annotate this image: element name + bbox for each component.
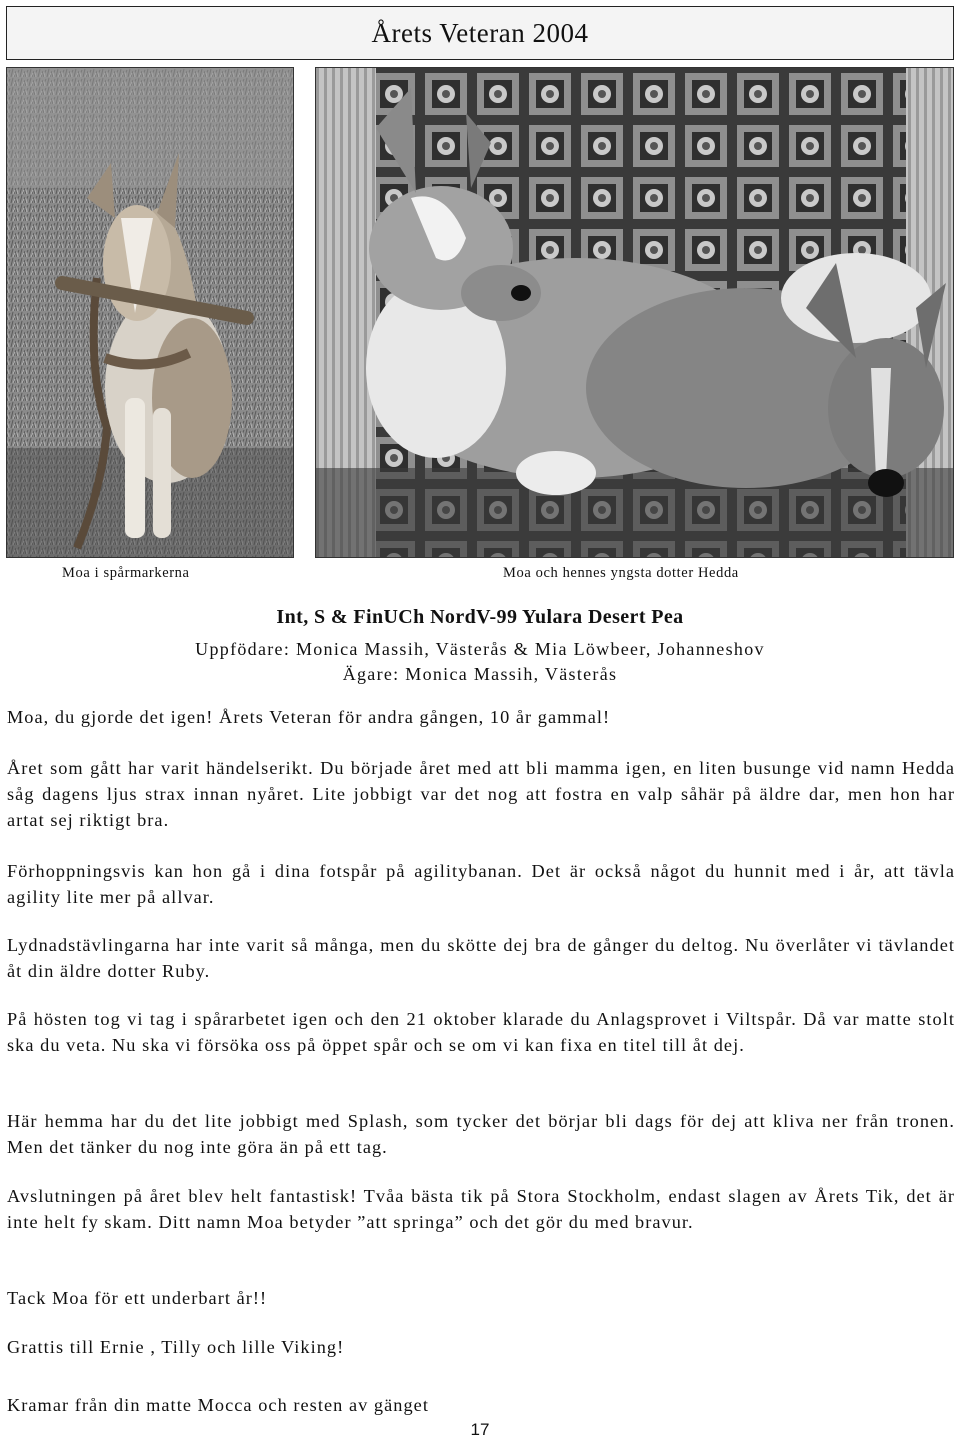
- page-header: [6, 6, 954, 60]
- paragraph-signoff: Kramar från din matte Mocca och resten av gänget: [7, 1395, 429, 1415]
- dog-photo-left: [6, 67, 294, 558]
- paragraph-ending: Avslutningen på året blev helt fantastisk! Tvåa bästa tik på Stora Stockholm, endast slagen av Årets Tik, det är inte helt fy skam. Ditt namn Moa betyder ”att springa” och det gör du med bravur.: [7, 1186, 955, 1232]
- page-title: Årets Veteran 2004: [371, 17, 589, 48]
- paragraph-year: Året som gått har varit händelserikt. Du började året med att bli mamma igen, en liten busunge vid namn Hedda såg dagens ljus strax innan nyåret. Lite jobbigt var det nog att fostra en valp såhär på äldre dar, men hon har artat sej riktigt bra.: [7, 758, 955, 830]
- paragraph-tracking: På hösten tog vi tag i spårarbetet igen och den 21 oktober klarade du Anlagsprovet i Viltspår. Då var matte stolt ska du veta. Nu ska vi försöka oss på öppet spår och se om vi kan fixa en titel till åt dej.: [7, 1009, 955, 1055]
- paragraph-obedience: Lydnadstävlingarna har inte varit så många, men du skötte dej bra de gånger du deltog. Nu överlåter vi tävlandet åt din äldre dotter Ruby.: [7, 935, 955, 981]
- photo-caption-right: Moa och hennes yngsta dotter Hedda: [503, 565, 739, 581]
- paragraph-agility: Förhoppningsvis kan hon gå i dina fotspår på agilitybanan. Det är också något du hunnit med i år, att tävla agility lite mer på allvar.: [7, 861, 955, 907]
- paragraph-thanks: Tack Moa för ett underbart år!!: [7, 1288, 268, 1308]
- paragraph-congrats: Grattis till Ernie , Tilly och lille Viking!: [7, 1337, 345, 1357]
- dog-photo-right: [315, 67, 954, 558]
- owner-line: Ägare: Monica Massih, Västerås: [342, 664, 618, 684]
- photo-caption-left: Moa i spårmarkerna: [62, 565, 190, 581]
- dog-photo-icon: [7, 68, 293, 557]
- breeder-line: Uppfödare: Monica Massih, Västerås & Mia Löwbeer, Johanneshov: [195, 639, 765, 659]
- paragraph-intro: Moa, du gjorde det igen! Årets Veteran för andra gången, 10 år gammal!: [7, 707, 611, 727]
- dogs-photo-icon: [316, 68, 953, 557]
- paragraph-home: Här hemma har du det lite jobbigt med Splash, som tycker det börjar bli dags för dej att kliva ner från tronen. Men det tänker du nog inte göra än på ett tag.: [7, 1111, 955, 1157]
- page-number: 17: [470, 1420, 490, 1439]
- dog-registered-name: Int, S & FinUCh NordV-99 Yulara Desert Pea: [276, 606, 684, 628]
